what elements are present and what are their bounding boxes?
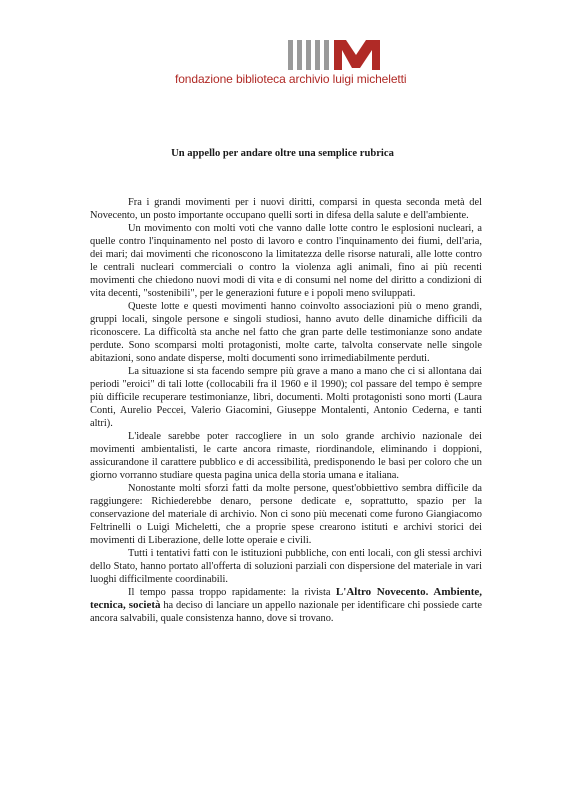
foundation-logo [288, 40, 380, 70]
organization-name: fondazione biblioteca archivio luigi micheletti [175, 72, 407, 86]
paragraph: Nonostante molti sforzi fatti da molte persone, quest'obbiettivo sembra difficile da raggiungere: Richiederebbe denaro, persone dedicate e, soprattutto, spazio per la conservazione del materiale di archivio. Non ci sono più mecenati come furono Giangiacomo Feltrinelli o Luigi Micheletti, che a proprie spese crearono istituti e archivi storici dei movimenti di Liberazione, delle lotte operaie e civili. [90, 483, 482, 546]
paragraph: Tutti i tentativi fatti con le istituzioni pubbliche, con enti locali, con gli stessi archivi dello Stato, hanno portato all'offerta di soluzioni parziali con dispersione del materiale in vari luoghi difficilmente coordinabili. [90, 548, 482, 585]
journal-name: L'Altro Novecento. Ambiente, tecnica, società [90, 586, 482, 611]
paragraph: Fra i grandi movimenti per i nuovi diritti, comparsi in questa seconda metà del Novecento, un posto importante occupano quelli sorti in difesa della salute e dell'ambiente. [90, 197, 482, 221]
paragraph-text: ha deciso di lanciare un appello nazionale per identificare chi possiede carte ancora salvabili, quale consistenza hanno, dove si trovano. [90, 600, 482, 624]
document-body [90, 196, 482, 625]
paragraph-last [90, 586, 482, 625]
paragraph: Queste lotte e questi movimenti hanno coinvolto associazioni più o meno grandi, gruppi locali, singole persone e singoli studiosi, hanno avuto delle dinamiche difficili da riconoscere. La difficoltà sta anche nel fatto che gran parte delle testimonianze sono andate perdute. Sono scomparsi molti protagonisti, molte carte, talvolta conservate nelle singole abitazioni, sono andate disperse, molti documenti sono irrimediabilmente perduti. [90, 301, 482, 364]
paragraph: L'ideale sarebbe poter raccogliere in un solo grande archivio nazionale dei movimenti ambientalisti, le carte ancora rimaste, riordinandole, eliminando i doppioni, assicurandone il carattere pubblico e di accessibilità, predisponendo le basi per coloro che un giorno vorranno studiare questa pagina unica della storia umana e italiana. [90, 431, 482, 481]
paragraph: Un movimento con molti voti che vanno dalle lotte contro le esplosioni nucleari, a quelle contro l'inquinamento nel posto di lavoro e contro l'inquinamento dei fiumi, dell'aria, dei mari; dai movimenti che riconoscono la limitatezza delle risorse naturali, alle lotte contro le centrali nucleari commerciali o contro la violenza agli animali, fino ai più recenti movimenti che chiedono nuovi modi di vita e di consumi nel nome del diritto a condizioni di vita decenti, "sostenibili", per le generazioni future e i popoli meno sviluppati. [90, 223, 482, 299]
document-title: Un appello per andare oltre una semplice rubrica [171, 148, 394, 159]
paragraph-text: Il tempo passa troppo rapidamente: la rivista [128, 587, 336, 598]
paragraph: La situazione si sta facendo sempre più grave a mano a mano che ci si allontana dai periodi "eroici" di tali lotte (collocabili fra il 1960 e il 1990); col passare del tempo è sempre più difficile recuperare testimonianze, libri, documenti. Molti protagonisti sono morti (Laura Conti, Aurelio Peccei, Valerio Giacomini, Giuseppe Montalenti, Antonio Cederna, e tanti altri). [90, 366, 482, 429]
